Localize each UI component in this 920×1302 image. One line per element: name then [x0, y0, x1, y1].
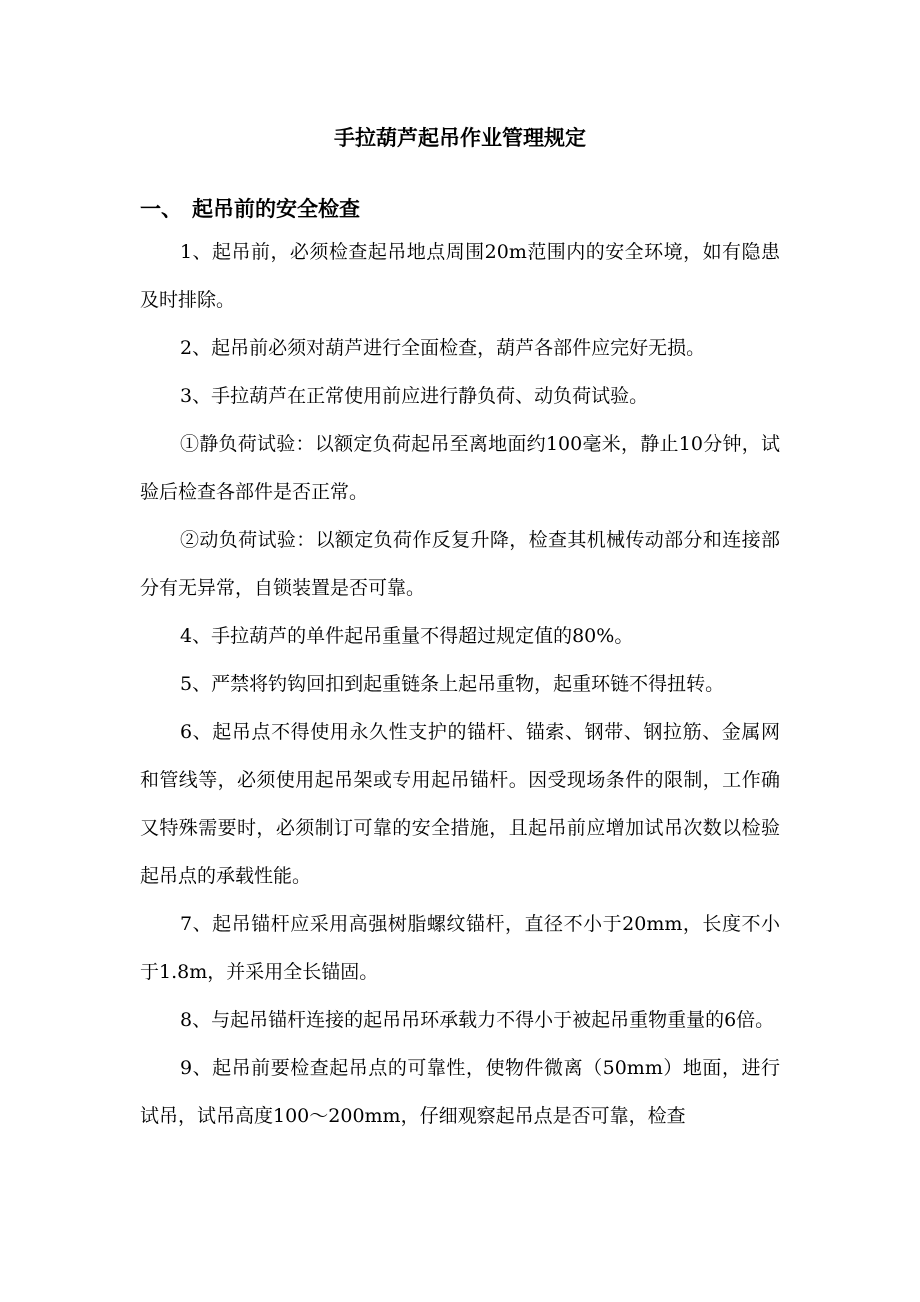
paragraph-item-8: 8、与起吊锚杆连接的起吊吊环承载力不得小于被起吊重物重量的6倍。	[180, 1009, 775, 1031]
section-heading	[140, 195, 360, 223]
document-body	[140, 228, 780, 1140]
section-number: 一、	[140, 197, 182, 221]
paragraph-static-load-test: ①静负荷试验：以额定负荷起吊至离地面约100毫米，静止10分钟，试验后检查各部件是否正常。	[140, 433, 780, 503]
paragraph-item-1: 1、起吊前，必须检查起吊地点周围20m范围内的安全环境，如有隐患及时排除。	[140, 241, 780, 311]
paragraph-item-4: 4、手拉葫芦的单件起吊重量不得超过规定值的80%。	[180, 625, 634, 647]
paragraph-dynamic-load-test: ②动负荷试验：以额定负荷作反复升降，检查其机械传动部分和连接部分有无异常，自锁装置是否可靠。	[140, 529, 780, 599]
paragraph-item-7: 7、起吊锚杆应采用高强树脂螺纹锚杆，直径不小于20mm，长度不小于1.8m，并采用全长锚固。	[140, 913, 780, 983]
document-title: 手拉葫芦起吊作业管理规定	[334, 126, 586, 150]
paragraph-item-9: 9、起吊前要检查起吊点的可靠性，使物件微离（50mm）地面，进行试吊，试吊高度100～200mm，仔细观察起吊点是否可靠，检查	[140, 1057, 780, 1127]
paragraph-item-5: 5、严禁将钓钩回扣到起重链条上起吊重物，起重环链不得扭转。	[180, 673, 725, 695]
paragraph-item-6: 6、起吊点不得使用永久性支护的锚杆、锚索、钢带、钢拉筋、金属网和管线等，必须使用起吊架或专用起吊锚杆。因受现场条件的限制，工作确又特殊需要时，必须制订可靠的安全措施，且起吊前应增加试吊次数以检验起吊点的承载性能。	[140, 721, 780, 887]
paragraph-item-3: 3、手拉葫芦在正常使用前应进行静负荷、动负荷试验。	[180, 385, 649, 407]
paragraph-item-2: 2、起吊前必须对葫芦进行全面检查，葫芦各部件应完好无损。	[180, 337, 706, 359]
section-heading-text: 起吊前的安全检查	[192, 197, 360, 221]
